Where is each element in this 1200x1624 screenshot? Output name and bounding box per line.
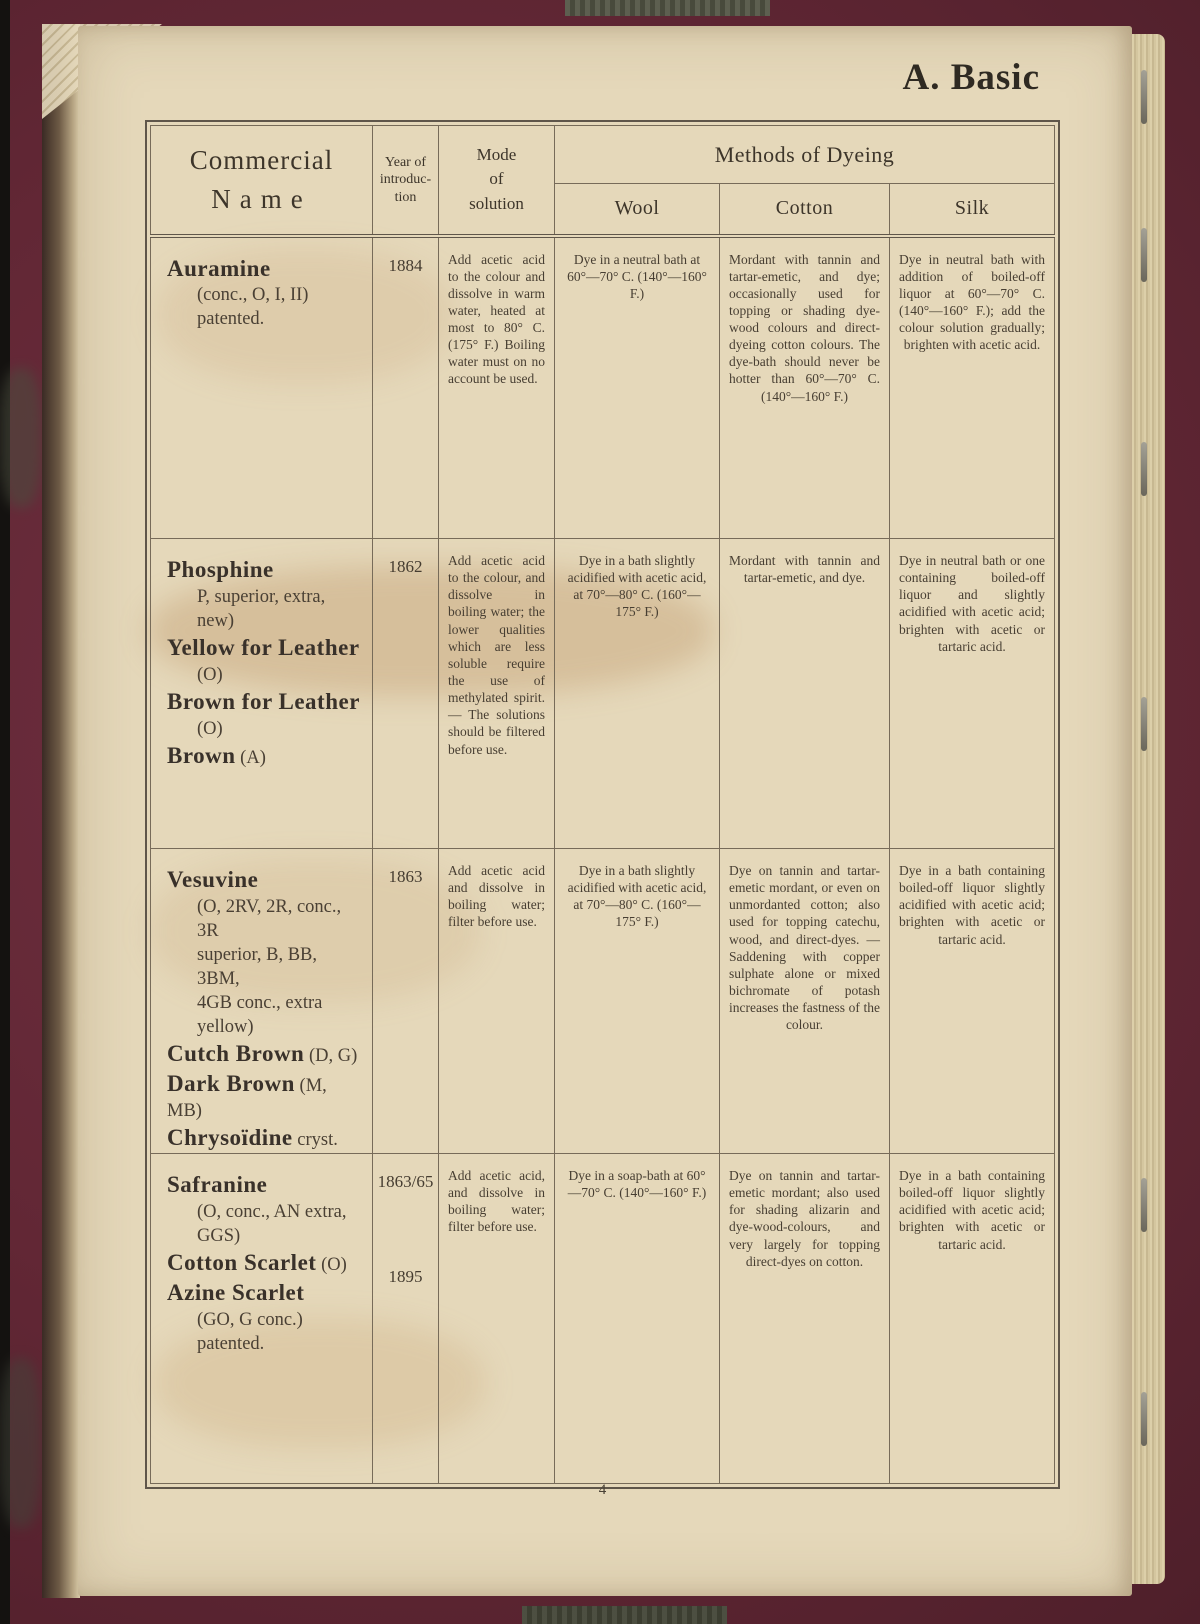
cotton-method-cell: Dye on tannin and tartar-emetic mordant, or even on unmordanted cotton; also used for topping catechu, wood, and direct-dyes. — Saddening with copper sulphate alone or mixed bichromate of potash increases the fastness of the colour. [720,849,890,1154]
mode-of-solution-cell: Add acetic acid to the colour, and dissolve in boiling water; the lower qualities which are less soluble require the use of methylated spirit. — The solutions should be filtered before use. [439,539,555,849]
table-row [151,849,1055,1154]
dye-name-line [167,633,364,663]
dye-name-qualifier: (O) [197,718,223,739]
introduction-year: 1884 [388,255,423,275]
dye-name-qualifier: (A) [235,747,266,768]
dye-name-line [167,1170,364,1200]
dye-name: Brown [167,742,236,768]
binding-stitch [1141,1178,1147,1232]
binding-stitch [1141,442,1147,496]
dye-name-qualifier: (M, MB) [167,1076,327,1121]
dye-name-line [167,687,364,717]
dye-name-line [167,1123,364,1153]
dye-name-qualifier: superior, B, BB, 3BM, [197,944,318,990]
cover-blotch [0,1358,42,1528]
dye-name: Azine Scarlet [167,1279,305,1305]
dye-name-qualifier: GGS) [197,1225,241,1246]
dye-table-frame [145,120,1060,1489]
dye-table-body [151,236,1055,1484]
dye-name-cell [151,236,373,539]
dye-name-qualifier: (O, conc., AN extra, [197,1201,347,1222]
dye-name-qualifier: (O, 2RV, 2R, conc., 3R [197,896,342,941]
dye-name: Safranine [167,1172,268,1197]
binding-stitch [1141,1392,1147,1446]
wool-method-cell: Dye in a neutral bath at 60°—70° C. (140°—160° F.) [555,236,720,539]
cotton-method-cell: Mordant with tannin and tartar-emetic, and dye; occasionally used for topping or shading dye-wood colours and direct-dyeing cotton colours. The dye-bath should never be hotter than 60°—70° C. (140°—160° F.) [720,236,890,539]
table-row [151,539,1055,849]
table-row [151,1154,1055,1484]
dye-name-qualifier: (GO, G conc.) patented. [197,1309,303,1354]
dye-name-line [167,895,364,943]
cover-blotch [0,368,42,508]
introduction-year: 1862 [388,557,423,576]
dye-name: Vesuvine [167,867,259,892]
binding-gutter [42,24,80,1598]
silk-method-cell: Dye in neutral bath or one containing boiled-off liquor and slightly acidified with acetic acid; brighten with acetic or tartaric acid. [890,539,1055,849]
header-mode-of-solution: Mode of solution [439,126,555,236]
dye-name: Yellow for Leather [167,634,360,660]
mode-of-solution-cell: Add acetic acid, and dissolve in boiling water; filter before use. [439,1154,555,1484]
header-silk: Silk [890,184,1055,236]
header-cotton: Cotton [720,184,890,236]
introduction-year: 1863 [388,867,423,886]
dye-name-line [167,1278,364,1308]
introduction-year: 1895 [388,1267,423,1286]
dye-name-qualifier: P, superior, extra, new) [197,586,326,631]
introduction-year-cell [373,1154,439,1484]
dye-name-line [167,555,364,585]
dye-name-cell [151,849,373,1154]
dye-name-line [167,1039,364,1069]
dye-name-line [167,991,364,1039]
dye-name-qualifier: (O) [197,664,223,685]
page-number: 4 [598,1482,607,1498]
dye-name-line [167,741,364,771]
wool-method-cell: Dye in a bath slightly acidified with acetic acid, at 70°—80° C. (160°—175° F.) [555,849,720,1154]
dye-name-line [167,254,364,284]
headband-bottom [522,1606,727,1624]
introduction-year-cell [373,236,439,539]
binding-stitch [1141,228,1147,282]
dye-name: Dark Brown [167,1071,295,1097]
dye-name-qualifier: (D, G) [304,1046,358,1067]
dye-name: Auramine [167,255,271,281]
dye-name-line [167,1200,364,1224]
header-year-of-introduction: Year of introduc- tion [373,126,439,236]
dye-name-line [167,1069,364,1123]
dye-name-line [167,717,364,741]
headband-top [565,0,770,16]
dye-name: Brown for Leather [167,688,360,714]
binding-stitch [1141,697,1147,751]
mode-of-solution-cell: Add acetic acid to the colour and dissolve in warm water, heated at most to 80° C. (175° F.) Boiling water must on no account be used. [439,236,555,539]
dye-name-line [167,1248,364,1278]
section-heading: A. Basic [902,57,1040,98]
mode-of-solution-cell: Add acetic acid and dissolve in boiling water; filter before use. [439,849,555,1154]
header-methods-of-dyeing: Methods of Dyeing [555,126,1055,184]
dye-name-qualifier: (conc., O, I, II) patented. [197,285,309,330]
dye-name-line [167,943,364,991]
table-header [151,126,1055,236]
cotton-method-cell: Mordant with tannin and tartar-emetic, and dye. [720,539,890,849]
dye-name-line [167,1308,364,1356]
header-wool: Wool [555,184,720,236]
introduction-year: 1863/65 [377,1172,434,1191]
dye-name: Cotton Scarlet [167,1249,317,1275]
dye-table [150,125,1055,1484]
dye-name-line [167,865,364,895]
cotton-method-cell: Dye on tannin and tartar-emetic mordant; also used for shading alizarin and dye-wood-colours, and very largely for topping direct-dyes on cotton. [720,1154,890,1484]
silk-method-cell: Dye in a bath containing boiled-off liquor slightly acidified with acetic acid; brighten with acetic or tartaric acid. [890,1154,1055,1484]
silk-method-cell: Dye in neutral bath with addition of boiled-off liquor at 60°—70° C. (140°—160° F.); add the colour solution gradually; brighten with acetic acid. [890,236,1055,539]
wool-method-cell: Dye in a bath slightly acidified with acetic acid, at 70°—80° C. (160°—175° F.) [555,539,720,849]
dye-name: Cutch Brown [167,1041,305,1067]
dye-name-qualifier: (O) [316,1254,347,1275]
silk-method-cell: Dye in a bath containing boiled-off liquor slightly acidified with acetic acid; brighten with acetic or tartaric acid. [890,849,1055,1154]
introduction-year-cell [373,539,439,849]
dye-name-line [167,585,364,633]
dye-name-line [167,1224,364,1248]
wool-method-cell: Dye in a soap-bath at 60°—70° C. (140°—160° F.) [555,1154,720,1484]
header-commercial-name: Commercial Name [151,126,373,236]
dye-name-line [167,283,364,331]
dye-name-cell [151,539,373,849]
dye-name: Chrysoïdine [167,1125,293,1150]
table-row [151,236,1055,539]
dye-name-qualifier: 4GB conc., extra yellow) [197,993,323,1038]
dye-name-cell [151,1154,373,1484]
dye-name-line [167,663,364,687]
binding-stitch [1141,70,1147,124]
page-stack-edge [1132,34,1165,1584]
introduction-year-cell [373,849,439,1154]
dye-name-qualifier: cryst. [292,1130,338,1150]
dye-name: Phosphine [167,557,274,582]
